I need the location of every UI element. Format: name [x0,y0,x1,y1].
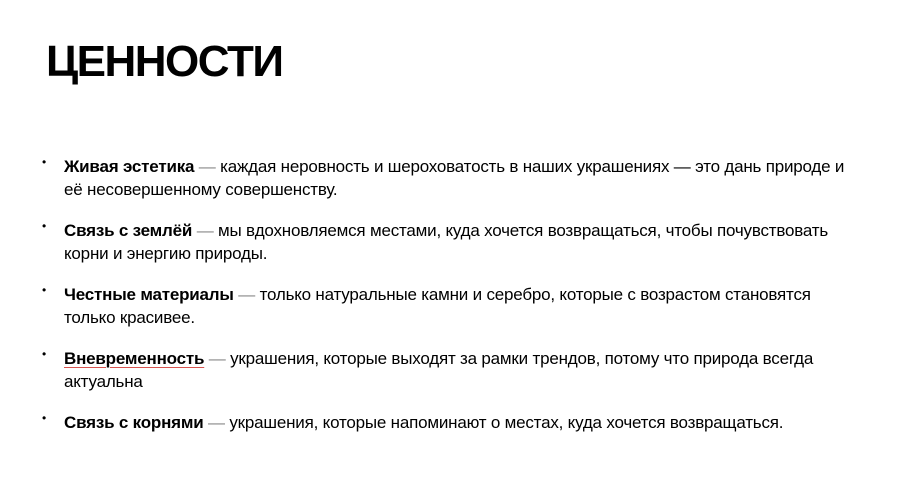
list-item [42,347,864,393]
value-term: Связь с землёй [64,221,193,240]
list-item [42,283,864,329]
list-item [42,155,864,201]
list-item [42,411,864,434]
value-term: Вневременность [64,349,205,368]
dash-separator: — [196,221,219,240]
bullet-icon: • [42,283,47,297]
bullet-icon: • [42,411,47,425]
bullet-icon: • [42,155,47,169]
bullet-icon: • [42,347,47,361]
dash-separator: — [238,285,260,304]
value-description: украшения, которые напоминают о местах, куда хочется возвращаться. [229,413,784,432]
dash-separator: — [198,157,221,176]
value-description: мы вдохновляемся местами, куда хочется возвращаться, чтобы почувствовать корни и энергию природы. [64,221,829,263]
slide-title: ЦЕННОСТИ [46,37,283,86]
value-description: только натуральные камни и серебро, которые с возрастом становятся только красивее. [64,285,811,327]
list-item [42,219,864,265]
value-description: украшения, которые выходят за рамки трендов, потому что природа всегда актуальна [64,349,814,391]
value-term: Связь с корнями [64,413,204,432]
value-term: Живая эстетика [64,157,195,176]
dash-separator: — [208,349,231,368]
value-term: Честные материалы [64,285,234,304]
values-list [42,155,864,452]
value-description: каждая неровность и шероховатость в наших украшениях — это дань природе и её несовершенному совершенству. [64,157,845,199]
dash-separator: — [208,413,230,432]
bullet-icon: • [42,219,47,233]
